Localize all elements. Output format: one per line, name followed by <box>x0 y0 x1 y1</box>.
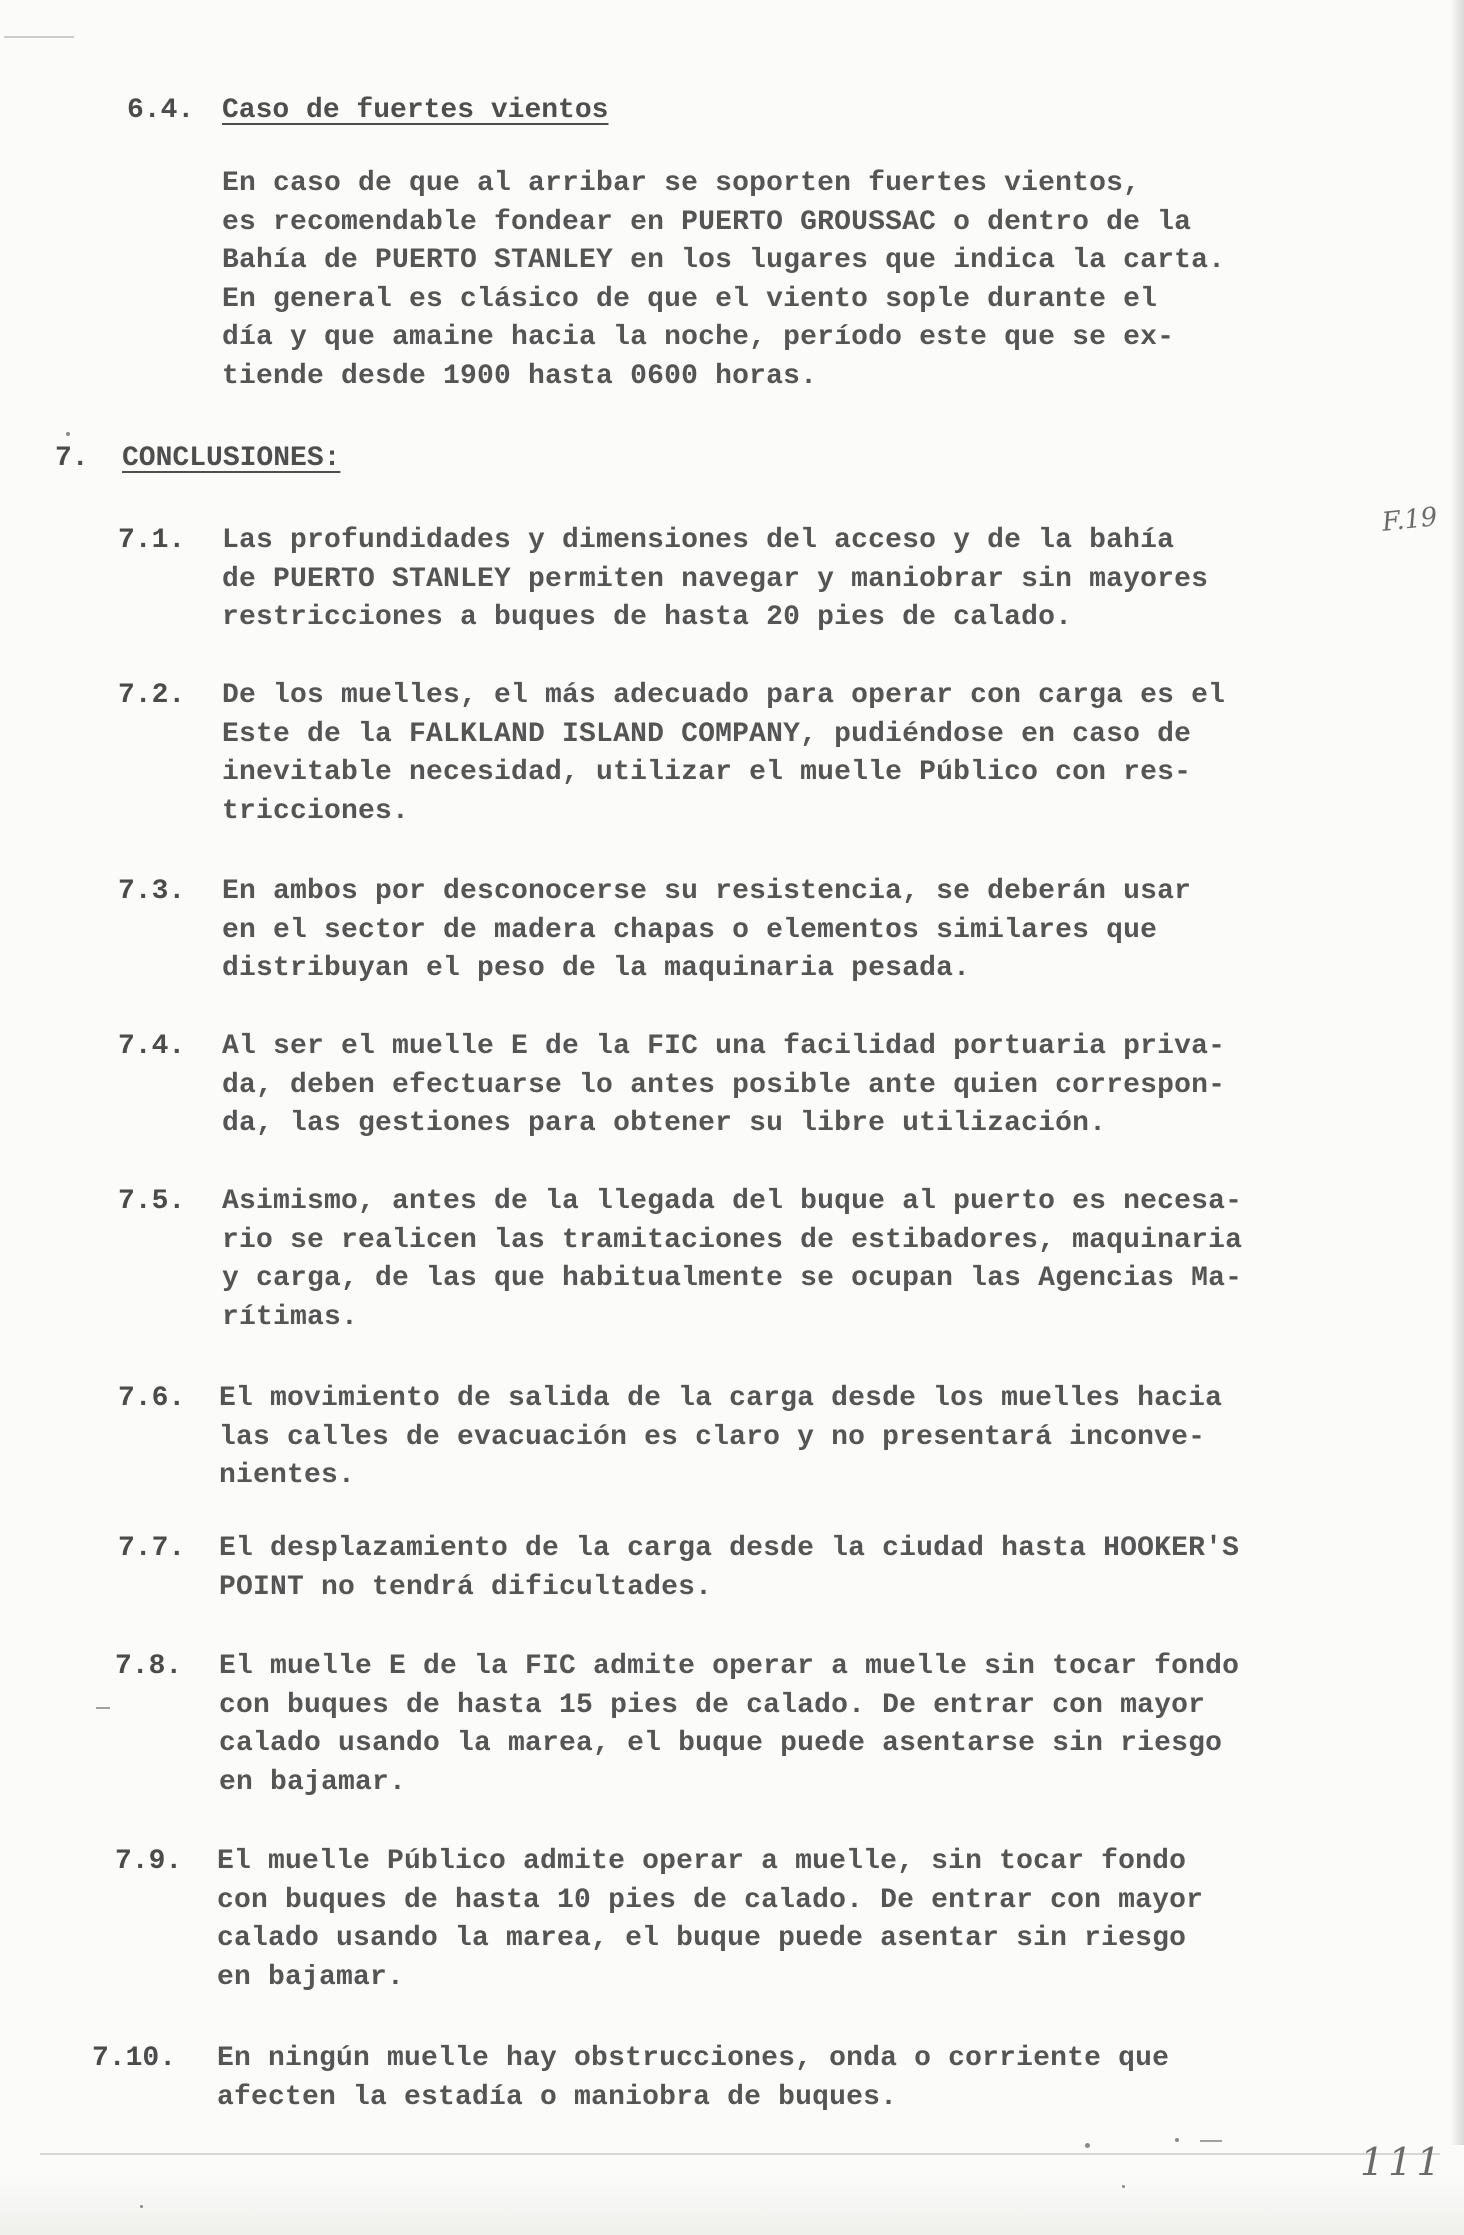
item-number: 7.4. <box>118 1031 186 1062</box>
item-text: Al ser el muelle E de la FIC una facilidad portuaria priva- da, deben efectuarse lo antes posible ante quien correspon- da, las gestiones para obtener su libre utilización. <box>222 1031 1226 1139</box>
page-mark: 111 <box>1360 2140 1445 2184</box>
scan-speck <box>140 2205 143 2208</box>
item-number: 7.5. <box>118 1186 186 1217</box>
scan-mark <box>96 1707 110 1709</box>
item-number: 7.1. <box>118 525 186 556</box>
item-number: 7.6. <box>118 1383 186 1414</box>
item-text: El muelle E de la FIC admite operar a muelle sin tocar fondo con buques de hasta 15 pies de calado. De entrar con mayor calado usando la marea, el buque puede asentarse sin riesgo en bajamar. <box>219 1651 1240 1798</box>
section-number: 6.4. <box>127 95 195 126</box>
scan-mark <box>4 36 74 38</box>
scan-speck <box>66 432 70 436</box>
scan-speck <box>1175 2138 1179 2142</box>
scan-mark <box>1200 2140 1222 2142</box>
bottom-rule <box>40 2153 1440 2155</box>
item-number: 7.8. <box>115 1651 183 1682</box>
item-text: Asimismo, antes de la llegada del buque al puerto es necesa- rio se realicen las tramitaciones de estibadores, maquinaria y carga, de las que habitualmente se ocupan las Agencias Ma- rítimas. <box>222 1186 1243 1333</box>
scan-edge-shadow <box>1450 0 1464 2235</box>
section-number: 7. <box>55 443 89 474</box>
scan-speck <box>1122 2185 1125 2188</box>
item-text: El desplazamiento de la carga desde la ciudad hasta HOOKER'S POINT no tendrá dificultades. <box>219 1533 1240 1603</box>
item-text: Las profundidades y dimensiones del acceso y de la bahía de PUERTO STANLEY permiten navegar y maniobrar sin mayores restricciones a buques de hasta 20 pies de calado. <box>222 525 1209 633</box>
item-text: En ningún muelle hay obstrucciones, onda o corriente que afecten la estadía o maniobra de buques. <box>217 2043 1170 2113</box>
item-text: El muelle Público admite operar a muelle, sin tocar fondo con buques de hasta 10 pies de calado. De entrar con mayor calado usando la marea, el buque puede asentar sin riesgo en bajamar. <box>217 1846 1204 1993</box>
scan-speck <box>1085 2143 1090 2148</box>
item-text: En ambos por desconocerse su resistencia, se deberán usar en el sector de madera chapas o elementos similares que distribuyan el peso de la maquinaria pesada. <box>222 876 1192 984</box>
item-number: 7.2. <box>118 680 186 711</box>
item-number: 7.3. <box>118 876 186 907</box>
item-number: 7.9. <box>115 1846 183 1877</box>
section-title: CONCLUSIONES: <box>122 443 341 474</box>
margin-note: F.19 <box>1380 502 1439 538</box>
paragraph: En caso de que al arribar se soporten fuertes vientos, es recomendable fondear en PUERTO GROUSSAC o dentro de la Bahía de PUERTO STANLEY en los lugares que indica la carta. En general es clásico de que el viento sople durante el día y que amaine hacia la noche, período este que se ex- tiende desde 1900 hasta 0600 horas. <box>222 168 1226 392</box>
item-text: De los muelles, el más adecuado para operar con carga es el Este de la FALKLAND ISLAND COMPANY, pudiéndose en caso de inevitable necesidad, utilizar el muelle Público con res- tricciones. <box>222 680 1226 827</box>
scan-bottom-shading <box>0 2145 1464 2235</box>
item-number: 7.7. <box>118 1533 186 1564</box>
item-number: 7.10. <box>92 2043 177 2074</box>
item-text: El movimiento de salida de la carga desde los muelles hacia las calles de evacuación es claro y no presentará inconve- nientes. <box>219 1383 1223 1491</box>
section-title: Caso de fuertes vientos <box>222 95 609 126</box>
